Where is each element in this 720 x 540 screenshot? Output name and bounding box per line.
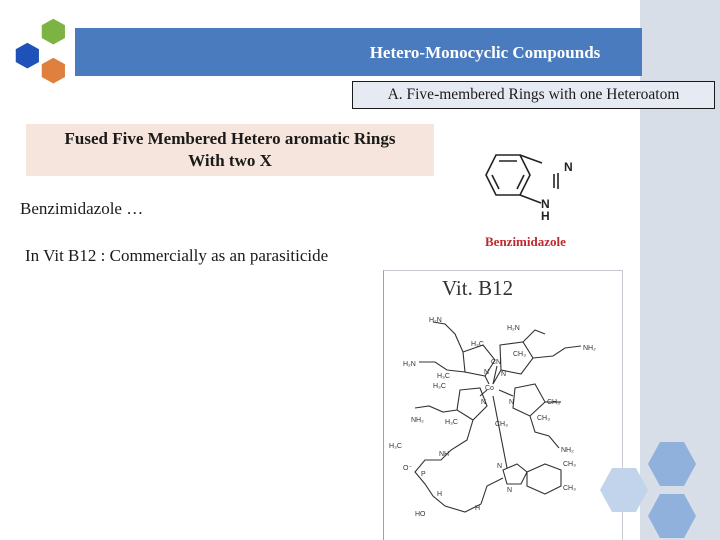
green-hexagon	[40, 17, 66, 46]
label-ch3-c: CH₃	[537, 415, 550, 422]
label-h3c-b: H₃C	[437, 373, 450, 380]
label-ho: HO	[415, 511, 426, 518]
chain-right	[533, 346, 581, 358]
body-line-vitb12: In Vit B12 : Commercially as an parasiticide	[25, 246, 329, 265]
chain-top-left	[433, 322, 463, 352]
deco-hexagon-1	[648, 442, 696, 486]
benzene-double-bond-3	[517, 175, 524, 189]
label-ch3-d: CH₃	[495, 421, 508, 428]
nucleotide-loop	[415, 460, 481, 512]
atom-n-bottom: N	[541, 197, 550, 211]
label-ch3-e: CH₃	[563, 461, 576, 468]
label-ch3-a: CH₃	[513, 351, 526, 358]
heading-line-1: Fused Five Membered Hetero aromatic Rings	[64, 129, 396, 148]
benzene-double-bond-2	[492, 175, 499, 189]
label-p: P	[421, 471, 426, 478]
label-nh2-left: NH₂	[411, 417, 424, 424]
ring-c	[513, 384, 545, 416]
label-n2: N	[501, 371, 507, 378]
decorative-hexagons	[598, 438, 720, 540]
label-h-a: H	[437, 491, 443, 498]
label-h3c-d: H₃C	[445, 419, 458, 426]
label-ch3-b: CH₃	[547, 399, 560, 406]
label-nh: NH	[439, 451, 450, 458]
label-n6: N	[507, 487, 513, 494]
label-n3: N	[509, 399, 515, 406]
atom-n-top: N	[564, 160, 573, 174]
label-n5: N	[497, 463, 503, 470]
imidazole-bond-3	[520, 195, 541, 203]
ribose-link	[481, 478, 503, 504]
subtitle-text: A. Five-membered Rings with one Heteroatom	[387, 86, 680, 103]
label-h2n-top: H₂N	[429, 317, 442, 324]
label-co: Co	[485, 385, 494, 392]
bond-n-co-3	[499, 390, 513, 396]
label-h3c-a: H₃C	[471, 341, 484, 348]
chain-mid-left	[415, 406, 457, 412]
subtitle-box	[352, 81, 715, 109]
hexagon-logo	[0, 10, 90, 95]
heading-box	[26, 124, 434, 176]
vitb12-bonds	[415, 322, 581, 512]
bond-n-co-1	[485, 376, 489, 384]
label-h2n-left: H₂N	[403, 361, 416, 368]
benzimidazole-structure	[468, 143, 593, 233]
blue-hexagon	[14, 41, 40, 70]
label-nh2-bottom: NH₂	[561, 447, 574, 454]
deco-hexagon-3	[648, 494, 696, 538]
deco-hexagon-2	[600, 468, 648, 512]
label-ch3-f: CH₃	[563, 485, 576, 492]
chain-top-right	[523, 330, 545, 342]
label-h-b: H	[475, 505, 481, 512]
vitb12-structure	[385, 300, 621, 540]
co-n-lower	[493, 396, 507, 468]
atom-h: H	[541, 209, 550, 223]
label-h2n-co: H₂N	[507, 325, 520, 332]
benzimidazole-caption: Benzimidazole	[485, 234, 566, 249]
heading-line-2: With two X	[188, 151, 272, 170]
slide-title: Hetero-Monocyclic Compounds	[369, 43, 601, 62]
vitb12-title: Vit. B12	[442, 276, 514, 300]
label-o-minus: O⁻	[403, 465, 413, 472]
orange-hexagon	[40, 56, 66, 85]
label-n1: N	[484, 369, 490, 376]
ring-b	[500, 342, 533, 374]
dmb-benzene	[527, 464, 561, 494]
chain-left	[419, 362, 465, 372]
label-cn: CN	[491, 359, 502, 366]
body-line-benzimidazole: Benzimidazole …	[20, 199, 144, 218]
label-h3c-c: H₃C	[433, 383, 446, 390]
label-nh2-right: NH₂	[583, 345, 596, 352]
label-h3c-e: H₃C	[389, 443, 402, 450]
label-n4: N	[481, 399, 487, 406]
